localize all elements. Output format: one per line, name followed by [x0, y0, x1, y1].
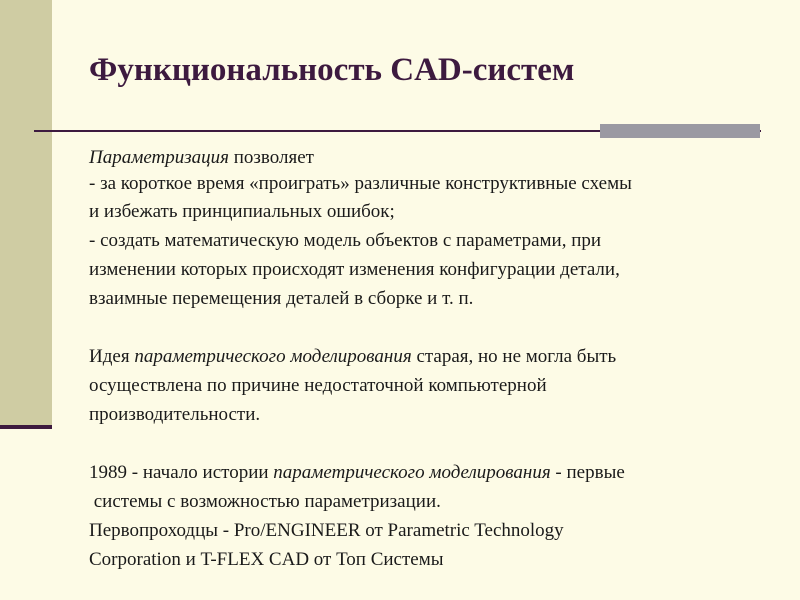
p2-line-2: осуществлена по причине недостаточной компьютерной [89, 375, 547, 396]
left-band-cap [0, 425, 52, 429]
divider-accent-block [600, 124, 760, 138]
slide-title: Функциональность CAD-систем [89, 52, 575, 88]
p3-line-3: Первопроходцы - Pro/ENGINEER от Parametric Technology [89, 520, 564, 541]
p3-line-2: системы с возможностью параметризации. [89, 491, 441, 512]
term-parametric-modeling: параметрического моделирования [134, 346, 412, 367]
left-decorative-band [0, 0, 52, 425]
p1-line-3: и избежать принципиальных ошибок; [89, 201, 395, 222]
p1-line-6: взаимные перемещения деталей в сборке и т. п. [89, 288, 474, 309]
p2-line-3: производительности. [89, 404, 261, 425]
p3-line-1: 1989 - начало истории параметрического моделирования - первые [89, 462, 625, 483]
paragraph-gap [89, 313, 779, 342]
p2-line-1: Идея параметрического моделирования старая, но не могла быть [89, 346, 617, 367]
term-parametric-modeling: параметрического моделирования [273, 462, 551, 483]
p3-line-4: Corporation и T-FLEX CAD от Топ Системы [89, 549, 444, 570]
paragraph-gap [89, 429, 779, 458]
p1-line-1: Параметризация позволяет [89, 147, 314, 168]
slide-body [89, 145, 779, 574]
term-parametrization: Параметризация [89, 147, 229, 168]
p1-line-4: - создать математическую модель объектов с параметрами, при [89, 230, 602, 251]
p1-line-2: - за короткое время «проиграть» различные конструктивные схемы [89, 173, 632, 194]
p1-line-5: изменении которых происходят изменения конфигурации детали, [89, 259, 620, 280]
